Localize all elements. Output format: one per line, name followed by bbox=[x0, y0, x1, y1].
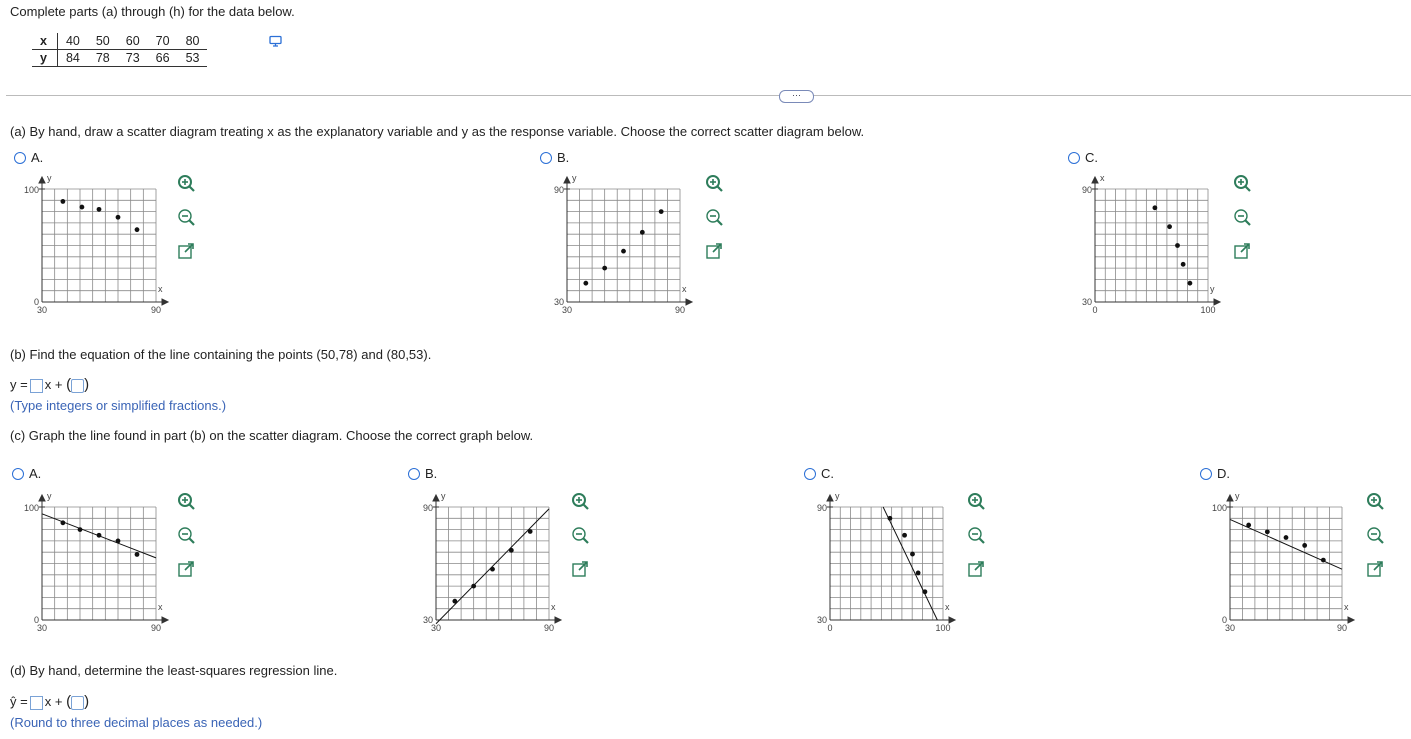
y-max-tick: 100 bbox=[1211, 503, 1227, 513]
line-graph-option-a bbox=[0, 486, 200, 646]
part-d-hint: (Round to three decimal places as needed.) bbox=[10, 715, 263, 730]
expand-arrow bbox=[1374, 562, 1382, 570]
axes bbox=[564, 177, 692, 305]
instruction-text: Complete parts (a) through (h) for the data below. bbox=[10, 4, 295, 19]
y-min-tick: 0 bbox=[33, 297, 39, 307]
option-a-c[interactable] bbox=[1068, 150, 1098, 165]
x-axis-arrow bbox=[686, 299, 692, 305]
option-label: C. bbox=[1085, 150, 1098, 165]
y-min-tick: 30 bbox=[553, 297, 564, 307]
radio-button[interactable] bbox=[1200, 468, 1212, 480]
y-axis-arrow bbox=[433, 495, 439, 501]
x-axis-label: x bbox=[682, 284, 687, 294]
data-point bbox=[97, 533, 102, 538]
option-c-b[interactable] bbox=[408, 466, 437, 481]
table-header-y: y bbox=[32, 50, 57, 67]
slope-input[interactable] bbox=[30, 379, 43, 393]
x-min-tick: 30 bbox=[561, 305, 573, 315]
intercept-input[interactable] bbox=[71, 379, 84, 393]
intercept-input[interactable] bbox=[71, 696, 84, 710]
scatter-option-c bbox=[1050, 168, 1250, 328]
zoom-in-icon[interactable] bbox=[570, 491, 590, 511]
x-axis-label: x bbox=[158, 284, 163, 294]
y-max-tick: 90 bbox=[422, 503, 433, 513]
x-axis-arrow bbox=[1348, 617, 1354, 623]
data-point bbox=[1188, 281, 1193, 286]
y-max-tick: 100 bbox=[23, 185, 39, 195]
equation-mid: x + bbox=[44, 694, 63, 709]
table-cell: 78 bbox=[88, 50, 118, 67]
radio-button[interactable] bbox=[12, 468, 24, 480]
data-point bbox=[116, 215, 121, 220]
line-graph-option-b bbox=[390, 486, 590, 646]
equation-prefix: y = bbox=[10, 377, 28, 392]
y-axis-label: y bbox=[1235, 491, 1240, 501]
paren-close: ) bbox=[84, 693, 90, 710]
zoom-out-icon[interactable] bbox=[176, 525, 196, 545]
paren-open: ( bbox=[66, 376, 72, 393]
x-axis-label: x bbox=[1344, 602, 1349, 612]
table-row-x bbox=[32, 33, 207, 50]
zoom-in-icon[interactable] bbox=[1232, 173, 1252, 193]
table-cell: 66 bbox=[148, 50, 178, 67]
x-min-tick: 30 bbox=[1224, 623, 1236, 633]
x-min-tick: 30 bbox=[36, 623, 48, 633]
data-point bbox=[1181, 262, 1186, 267]
data-point bbox=[583, 281, 588, 286]
data-point bbox=[887, 516, 892, 521]
option-a-a[interactable] bbox=[14, 150, 43, 165]
x-max-tick: 90 bbox=[674, 305, 686, 315]
table-header-x: x bbox=[32, 33, 57, 50]
table-cell: 84 bbox=[57, 50, 87, 67]
fitted-line bbox=[1230, 519, 1342, 569]
zoom-out-icon[interactable] bbox=[176, 207, 196, 227]
expand-icon[interactable] bbox=[176, 559, 196, 579]
radio-button[interactable] bbox=[14, 152, 26, 164]
axes bbox=[1227, 495, 1354, 623]
y-max-tick: 90 bbox=[1081, 185, 1092, 195]
data-point bbox=[61, 199, 66, 204]
data-point bbox=[116, 539, 121, 544]
table-cell: 53 bbox=[178, 50, 208, 67]
copy-data-icon[interactable] bbox=[268, 35, 284, 49]
y-min-tick: 30 bbox=[816, 615, 827, 625]
y-axis-label: y bbox=[572, 173, 577, 183]
handle bbox=[190, 221, 195, 226]
y-min-tick: 0 bbox=[33, 615, 39, 625]
y-axis-arrow bbox=[564, 177, 570, 183]
axes bbox=[39, 177, 168, 305]
x-min-tick: 0 bbox=[1092, 305, 1098, 315]
expand-icon[interactable] bbox=[966, 559, 986, 579]
data-point bbox=[916, 571, 921, 576]
table-cell: 50 bbox=[88, 33, 118, 50]
data-point bbox=[1265, 529, 1270, 534]
data-point bbox=[78, 527, 83, 532]
y-axis-arrow bbox=[39, 177, 45, 183]
axes bbox=[1092, 177, 1220, 305]
data-point bbox=[1167, 224, 1172, 229]
x-axis-label: y bbox=[1210, 284, 1215, 294]
line-graph-option-d bbox=[1180, 486, 1380, 646]
table-cell: 60 bbox=[118, 33, 148, 50]
y-max-tick: 90 bbox=[553, 185, 564, 195]
data-point bbox=[490, 567, 495, 572]
part-c-question: (c) Graph the line found in part (b) on the scatter diagram. Choose the correct graph below. bbox=[10, 428, 534, 443]
zoom-in-icon[interactable] bbox=[704, 173, 724, 193]
handle bbox=[1246, 221, 1251, 226]
data-point bbox=[135, 552, 140, 557]
data-point bbox=[1175, 243, 1180, 248]
y-axis-label: y bbox=[47, 491, 52, 501]
table-row-y bbox=[32, 50, 207, 67]
data-point bbox=[61, 520, 66, 525]
data-point bbox=[471, 584, 476, 589]
y-max-tick: 100 bbox=[23, 503, 39, 513]
zoom-out-icon[interactable] bbox=[966, 525, 986, 545]
x-axis-label: x bbox=[158, 602, 163, 612]
data-point bbox=[1284, 535, 1289, 540]
y-min-tick: 0 bbox=[1221, 615, 1227, 625]
handle bbox=[1379, 539, 1384, 544]
table-cell: 70 bbox=[148, 33, 178, 50]
radio-button[interactable] bbox=[1068, 152, 1080, 164]
fitted-line bbox=[436, 509, 549, 624]
zoom-out-icon[interactable] bbox=[570, 525, 590, 545]
radio-button[interactable] bbox=[540, 152, 552, 164]
y-axis-label: y bbox=[47, 173, 52, 183]
handle bbox=[584, 539, 589, 544]
data-point bbox=[640, 230, 645, 235]
grid bbox=[42, 189, 156, 302]
part-b-equation bbox=[10, 376, 89, 393]
option-label: D. bbox=[1217, 466, 1230, 481]
scatter-option-b bbox=[520, 168, 720, 328]
grid bbox=[830, 507, 943, 620]
expand-icon[interactable] bbox=[570, 559, 590, 579]
x-axis-arrow bbox=[162, 299, 168, 305]
data-point bbox=[80, 205, 85, 210]
section-divider bbox=[6, 95, 1411, 96]
x-max-tick: 90 bbox=[150, 305, 162, 315]
y-min-tick: 30 bbox=[1081, 297, 1092, 307]
expand-icon[interactable] bbox=[176, 241, 196, 261]
table-cell: 73 bbox=[118, 50, 148, 67]
table-cell: 40 bbox=[57, 33, 87, 50]
x-axis-arrow bbox=[162, 617, 168, 623]
option-c-d[interactable] bbox=[1200, 466, 1230, 481]
axes bbox=[827, 495, 955, 623]
grid bbox=[567, 189, 680, 302]
y-axis-arrow bbox=[1227, 495, 1233, 501]
x-min-tick: 0 bbox=[827, 623, 833, 633]
x-axis-arrow bbox=[555, 617, 561, 623]
expand-arrow bbox=[185, 244, 193, 252]
handle bbox=[718, 221, 723, 226]
handle bbox=[718, 187, 723, 192]
y-max-tick: 90 bbox=[816, 503, 827, 513]
x-axis-label: x bbox=[945, 602, 950, 612]
expand-icon[interactable] bbox=[1365, 559, 1385, 579]
grid bbox=[42, 507, 156, 620]
x-max-tick: 100 bbox=[935, 623, 951, 633]
y-axis-label: y bbox=[441, 491, 446, 501]
part-a-question: (a) By hand, draw a scatter diagram treating x as the explanatory variable and y as the response variable. Choose the correct scatter diagram below. bbox=[10, 124, 865, 139]
zoom-out-icon[interactable] bbox=[1365, 525, 1385, 545]
x-max-tick: 90 bbox=[543, 623, 555, 633]
slope-input[interactable] bbox=[30, 696, 43, 710]
paren-open: ( bbox=[66, 693, 72, 710]
part-d-question: (d) By hand, determine the least-squares regression line. bbox=[10, 663, 338, 678]
handle bbox=[980, 505, 985, 510]
expand-arrow bbox=[975, 562, 983, 570]
option-c-c[interactable] bbox=[804, 466, 834, 481]
y-axis-arrow bbox=[827, 495, 833, 501]
axes bbox=[39, 495, 168, 623]
handle bbox=[190, 505, 195, 510]
handle bbox=[190, 187, 195, 192]
y-axis-arrow bbox=[39, 495, 45, 501]
part-b-hint: (Type integers or simplified fractions.) bbox=[10, 398, 227, 413]
table-cell: 80 bbox=[178, 33, 208, 50]
paren-close: ) bbox=[84, 376, 90, 393]
data-point bbox=[659, 209, 664, 214]
expand-icon[interactable] bbox=[1232, 241, 1252, 261]
line-graph-option-c bbox=[785, 486, 985, 646]
option-label: A. bbox=[29, 466, 42, 481]
zoom-in-icon[interactable] bbox=[176, 491, 196, 511]
data-point bbox=[902, 533, 907, 538]
data-point bbox=[452, 599, 457, 604]
radio-button[interactable] bbox=[804, 468, 816, 480]
data-point bbox=[97, 207, 102, 212]
data-point bbox=[923, 589, 928, 594]
x-max-tick: 90 bbox=[150, 623, 162, 633]
x-max-tick: 100 bbox=[1200, 305, 1216, 315]
x-min-tick: 30 bbox=[36, 305, 48, 315]
more-button[interactable]: ⋯ bbox=[779, 90, 814, 103]
data-point bbox=[135, 227, 140, 232]
handle bbox=[980, 539, 985, 544]
data-point bbox=[1246, 523, 1251, 528]
data-point bbox=[1152, 205, 1157, 210]
data-point bbox=[1321, 558, 1326, 563]
option-label: B. bbox=[557, 150, 570, 165]
option-c-a[interactable] bbox=[12, 466, 41, 481]
data-point bbox=[602, 266, 607, 271]
handle bbox=[584, 505, 589, 510]
handle bbox=[190, 539, 195, 544]
expand-arrow bbox=[713, 244, 721, 252]
scatter-option-a bbox=[0, 168, 200, 328]
part-d-equation bbox=[10, 693, 89, 710]
option-label: C. bbox=[821, 466, 834, 481]
option-label: A. bbox=[31, 150, 44, 165]
x-min-tick: 30 bbox=[430, 623, 442, 633]
equation-prefix: ŷ = bbox=[10, 694, 28, 709]
data-point bbox=[621, 249, 626, 254]
data-point bbox=[509, 548, 514, 553]
equation-mid: x + bbox=[44, 377, 63, 392]
data-point bbox=[528, 529, 533, 534]
data-point bbox=[910, 552, 915, 557]
zoom-out-icon[interactable] bbox=[1232, 207, 1252, 227]
y-axis-arrow bbox=[1092, 177, 1098, 183]
y-min-tick: 30 bbox=[422, 615, 433, 625]
zoom-in-icon[interactable] bbox=[176, 173, 196, 193]
option-a-b[interactable] bbox=[540, 150, 569, 165]
x-axis-label: x bbox=[551, 602, 556, 612]
y-axis-label: x bbox=[1100, 173, 1105, 183]
expand-arrow bbox=[1241, 244, 1249, 252]
handle bbox=[1379, 505, 1384, 510]
grid bbox=[436, 507, 549, 620]
y-axis-label: y bbox=[835, 491, 840, 501]
expand-arrow bbox=[579, 562, 587, 570]
expand-icon[interactable] bbox=[704, 241, 724, 261]
radio-button[interactable] bbox=[408, 468, 420, 480]
part-b-question: (b) Find the equation of the line containing the points (50,78) and (80,53). bbox=[10, 347, 432, 362]
handle bbox=[1246, 187, 1251, 192]
data-point bbox=[1302, 543, 1307, 548]
axes bbox=[433, 495, 561, 623]
data-table bbox=[32, 33, 207, 67]
zoom-in-icon[interactable] bbox=[1365, 491, 1385, 511]
option-label: B. bbox=[425, 466, 438, 481]
zoom-in-icon[interactable] bbox=[966, 491, 986, 511]
x-max-tick: 90 bbox=[1336, 623, 1348, 633]
zoom-out-icon[interactable] bbox=[704, 207, 724, 227]
expand-arrow bbox=[185, 562, 193, 570]
